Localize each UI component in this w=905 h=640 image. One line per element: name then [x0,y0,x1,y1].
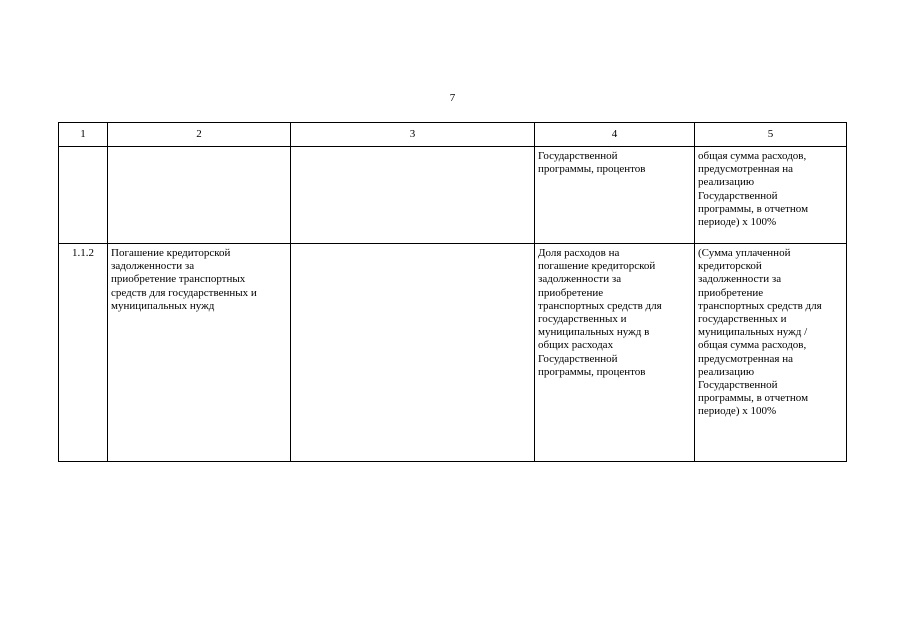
table-cell [535,244,695,462]
column-header-4: 4 [535,123,695,147]
table-cell [108,244,291,462]
table-cell [291,147,535,244]
cell-number: 1.1.2 [72,247,94,259]
cell-indicator: Доля расходов на погашение кредиторской задолженности за приобретение транспортных средств для государственных и муниципальных нужд в общих расходах Государственной программы, процентов [538,247,662,378]
page-number: 7 [449,92,456,104]
table-row [59,147,847,244]
table-header-row [59,123,847,147]
cell-formula: (Сумма уплаченной кредиторской задолженности за приобретение транспортных средств для государственных и муниципальных нужд / общая сумма расходов, предусмотренная на реализацию Государственной программы, в отчетном периоде) x 100% [698,247,822,418]
table-cell [695,147,847,244]
table-cell [59,244,108,462]
table-row [59,244,847,462]
column-header-3: 3 [291,123,535,147]
data-table [58,122,847,462]
column-header-5: 5 [695,123,847,147]
table-cell [695,244,847,462]
cell-name: Погашение кредиторской задолженности за приобретение транспортных средств для государственных и муниципальных нужд [111,247,257,312]
column-header-1: 1 [59,123,108,147]
cell-indicator: Государственной программы, процентов [538,150,646,176]
cell-formula: общая сумма расходов, предусмотренная на реализацию Государственной программы, в отчетном периоде) x 100% [698,150,809,229]
column-header-2: 2 [108,123,291,147]
table-cell [59,147,108,244]
table-cell [535,147,695,244]
table-cell [291,244,535,462]
table-cell [108,147,291,244]
